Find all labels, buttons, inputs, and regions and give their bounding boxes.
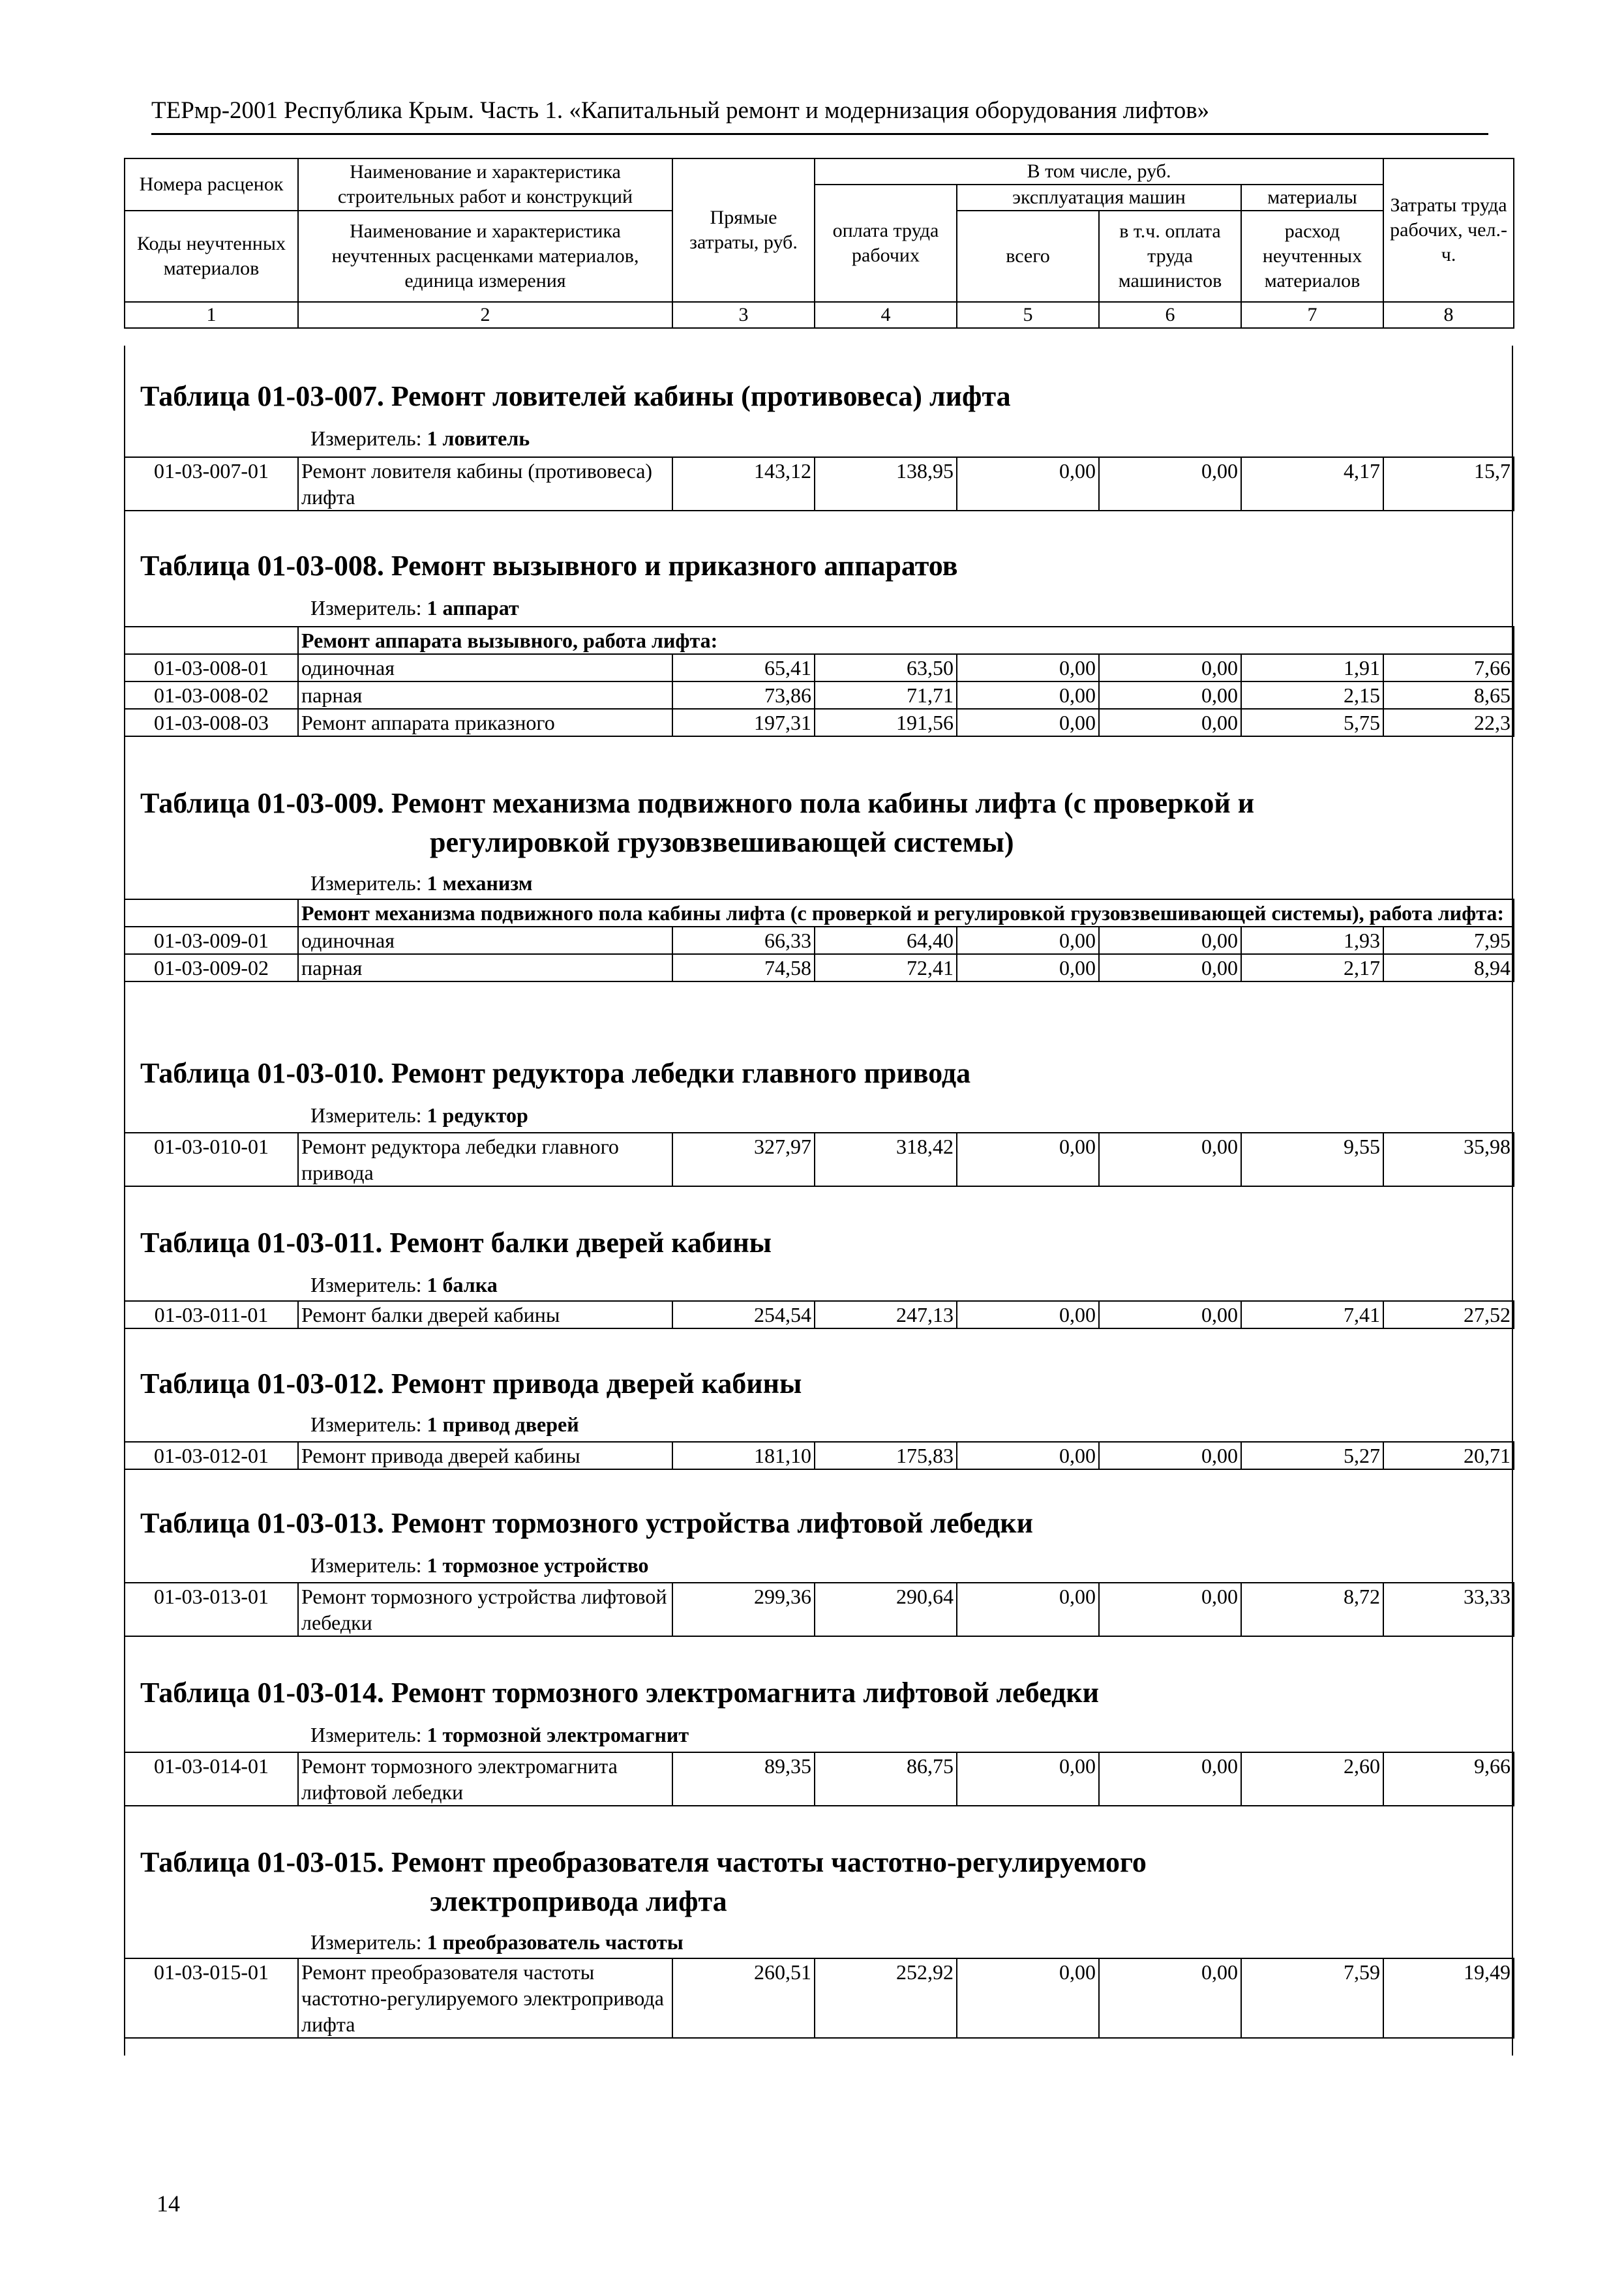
machines-total: 0,00 (957, 1583, 1099, 1636)
machinist-wages: 0,00 (1099, 1133, 1241, 1186)
machines-total: 0,00 (957, 954, 1099, 981)
rate-name: парная (298, 681, 672, 709)
labor-hours: 19,49 (1383, 1958, 1514, 2038)
machinist-wages: 0,00 (1099, 954, 1241, 981)
rate-code: 01-03-009-02 (125, 954, 298, 981)
measure-label: Измеритель: (310, 1413, 422, 1436)
rate-code: 01-03-013-01 (125, 1583, 298, 1636)
machinist-wages: 0,00 (1099, 681, 1241, 709)
rate-code: 01-03-015-01 (125, 1958, 298, 2038)
machinist-wages: 0,00 (1099, 1958, 1241, 2038)
rates-table (124, 456, 1514, 511)
table-title (140, 784, 1497, 862)
worker-wages: 252,92 (815, 1958, 957, 2038)
labor-hours: 33,33 (1383, 1583, 1514, 1636)
measure-unit: 1 тормозное устройство (427, 1553, 649, 1577)
rate-code: 01-03-009-01 (125, 927, 298, 954)
machinist-wages: 0,00 (1099, 1583, 1241, 1636)
worker-wages: 138,95 (815, 457, 957, 511)
labor-hours: 8,94 (1383, 954, 1514, 981)
machinist-wages: 0,00 (1099, 709, 1241, 736)
header-col1-top: Номера расценок (125, 158, 298, 211)
header-number-8: 8 (1383, 302, 1514, 328)
labor-hours: 7,66 (1383, 654, 1514, 681)
rate-code: 01-03-008-01 (125, 654, 298, 681)
measure-unit: 1 аппарат (427, 596, 519, 620)
machines-total: 0,00 (957, 1133, 1099, 1186)
direct-costs: 74,58 (672, 954, 815, 981)
table-title: Таблица 01-03-011. Ремонт балки дверей кабины (140, 1227, 772, 1259)
labor-hours: 7,95 (1383, 927, 1514, 954)
table-row (125, 1583, 1514, 1636)
header-number-2: 2 (298, 302, 672, 328)
worker-wages: 175,83 (815, 1442, 957, 1469)
machinist-wages: 0,00 (1099, 1442, 1241, 1469)
page-number: 14 (157, 2191, 180, 2217)
table-title: Таблица 01-03-008. Ремонт вызывного и приказного аппаратов (140, 550, 958, 582)
table-row (125, 954, 1514, 981)
materials-cost: 1,93 (1241, 927, 1383, 954)
rate-name: Ремонт ловителя кабины (противовеса) лифта (298, 457, 672, 511)
machinist-wages: 0,00 (1099, 927, 1241, 954)
header-number-1: 1 (125, 302, 298, 328)
header-number-4: 4 (815, 302, 957, 328)
machinist-wages: 0,00 (1099, 457, 1241, 511)
worker-wages: 191,56 (815, 709, 957, 736)
materials-cost: 8,72 (1241, 1583, 1383, 1636)
direct-costs: 89,35 (672, 1752, 815, 1806)
running-header: ТЕРмр-2001 Республика Крым. Часть 1. «Капитальный ремонт и модернизация оборудования лифтов» (151, 97, 1210, 124)
measure-label: Измеритель: (310, 596, 422, 620)
measure-line (310, 1272, 498, 1298)
header-col2-bottom: Наименование и характеристика неучтенных расценками материалов, единица измерения (298, 211, 672, 302)
direct-costs: 327,97 (672, 1133, 815, 1186)
measure-label: Измеритель: (310, 1273, 422, 1296)
direct-costs: 66,33 (672, 927, 815, 954)
machines-total: 0,00 (957, 457, 1099, 511)
measure-label: Измеритель: (310, 1103, 422, 1127)
measure-line (310, 425, 530, 451)
rate-code: 01-03-014-01 (125, 1752, 298, 1806)
rate-name: одиночная (298, 927, 672, 954)
table-row (125, 1752, 1514, 1806)
header-col8: Затраты труда рабочих, чел.-ч. (1383, 158, 1514, 302)
worker-wages: 72,41 (815, 954, 957, 981)
measure-unit: 1 балка (427, 1273, 498, 1296)
table-row (125, 1958, 1514, 2038)
direct-costs: 299,36 (672, 1583, 815, 1636)
rate-code: 01-03-012-01 (125, 1442, 298, 1469)
rate-code: 01-03-011-01 (125, 1301, 298, 1328)
measure-unit: 1 редуктор (427, 1103, 528, 1127)
labor-hours: 27,52 (1383, 1301, 1514, 1328)
machines-total: 0,00 (957, 1442, 1099, 1469)
worker-wages: 71,71 (815, 681, 957, 709)
header-col4: оплата труда рабочих (815, 185, 957, 302)
header-number-7: 7 (1241, 302, 1383, 328)
rate-name: парная (298, 954, 672, 981)
table-title-line-1: Таблица 01-03-009. Ремонт механизма подвижного пола кабины лифта (с проверкой и (140, 787, 1255, 819)
machines-total: 0,00 (957, 709, 1099, 736)
machinist-wages: 0,00 (1099, 1301, 1241, 1328)
header-col6: в т.ч. оплата труда машинистов (1099, 211, 1241, 302)
rates-table (124, 1958, 1514, 2039)
table-row (125, 1301, 1514, 1328)
header-number-5: 5 (957, 302, 1099, 328)
rate-name: одиночная (298, 654, 672, 681)
rate-name: Ремонт преобразователя частоты частотно-регулируемого электропривода лифта (298, 1958, 672, 2038)
rate-name: Ремонт привода дверей кабины (298, 1442, 672, 1469)
machinist-wages: 0,00 (1099, 1752, 1241, 1806)
header-number-3: 3 (672, 302, 815, 328)
measure-unit: 1 преобразователь частоты (427, 1930, 684, 1954)
table-row (125, 927, 1514, 954)
direct-costs: 254,54 (672, 1301, 815, 1328)
direct-costs: 73,86 (672, 681, 815, 709)
measure-label: Измеритель: (310, 1930, 422, 1954)
direct-costs: 65,41 (672, 654, 815, 681)
direct-costs: 197,31 (672, 709, 815, 736)
measure-unit: 1 тормозной электромагнит (427, 1723, 689, 1746)
machinist-wages: 0,00 (1099, 654, 1241, 681)
header-number-6: 6 (1099, 302, 1241, 328)
header-including: В том числе, руб. (815, 158, 1383, 185)
rate-code: 01-03-008-02 (125, 681, 298, 709)
rates-table (124, 1132, 1514, 1187)
labor-hours: 22,3 (1383, 709, 1514, 736)
rate-name: Ремонт тормозного электромагнита лифтовой лебедки (298, 1752, 672, 1806)
materials-cost: 7,41 (1241, 1301, 1383, 1328)
rate-name: Ремонт аппарата приказного (298, 709, 672, 736)
materials-cost: 4,17 (1241, 457, 1383, 511)
machines-total: 0,00 (957, 654, 1099, 681)
table-title-line-2: регулировкой грузовзвешивающей системы) (430, 826, 1014, 858)
machines-total: 0,00 (957, 681, 1099, 709)
measure-unit: 1 ловитель (427, 426, 530, 450)
rate-code: 01-03-008-03 (125, 709, 298, 736)
labor-hours: 35,98 (1383, 1133, 1514, 1186)
rates-table (124, 1300, 1514, 1329)
measure-unit: 1 механизм (427, 871, 533, 895)
rate-code: 01-03-010-01 (125, 1133, 298, 1186)
measure-line (310, 1411, 579, 1437)
table-row (125, 457, 1514, 511)
header-col3: Прямые затраты, руб. (672, 158, 815, 302)
direct-costs: 260,51 (672, 1958, 815, 2038)
rates-table (124, 1752, 1514, 1806)
labor-hours: 8,65 (1383, 681, 1514, 709)
materials-cost: 9,55 (1241, 1133, 1383, 1186)
machines-total: 0,00 (957, 1301, 1099, 1328)
table-row (125, 654, 1514, 681)
measure-unit: 1 привод дверей (427, 1413, 579, 1436)
header-col1-bottom: Коды неучтенных материалов (125, 211, 298, 302)
labor-hours: 20,71 (1383, 1442, 1514, 1469)
table-title-line-2: электропривода лифта (430, 1885, 727, 1917)
materials-cost: 7,59 (1241, 1958, 1383, 2038)
table-title: Таблица 01-03-007. Ремонт ловителей кабины (противовеса) лифта (140, 380, 1011, 412)
rates-table (124, 626, 1514, 737)
measure-line (310, 1722, 689, 1748)
group-heading: Ремонт механизма подвижного пола кабины лифта (с проверкой и регулировкой грузовзвешивающей системы), работа лифта: (298, 899, 1514, 927)
materials-cost: 2,15 (1241, 681, 1383, 709)
measure-label: Измеритель: (310, 871, 422, 895)
measure-line (310, 595, 519, 621)
header-col7: расход неучтенных материалов (1241, 211, 1383, 302)
rates-table (124, 1441, 1514, 1470)
measure-line (310, 1929, 684, 1955)
measure-line (310, 1102, 528, 1128)
rate-name: Ремонт тормозного устройства лифтовой лебедки (298, 1583, 672, 1636)
rates-table (124, 899, 1514, 982)
table-row (125, 1442, 1514, 1469)
table-row (125, 681, 1514, 709)
worker-wages: 247,13 (815, 1301, 957, 1328)
measure-label: Измеритель: (310, 1723, 422, 1746)
materials-cost: 5,27 (1241, 1442, 1383, 1469)
table-row (125, 709, 1514, 736)
header-col2-top: Наименование и характеристика строительных работ и конструкций (298, 158, 672, 211)
rate-code: 01-03-007-01 (125, 457, 298, 511)
measure-label: Измеритель: (310, 1553, 422, 1577)
rate-name: Ремонт балки дверей кабины (298, 1301, 672, 1328)
header-rule (151, 133, 1488, 135)
table-title: Таблица 01-03-013. Ремонт тормозного устройства лифтовой лебедки (140, 1507, 1034, 1539)
rates-table (124, 1582, 1514, 1637)
materials-cost: 2,17 (1241, 954, 1383, 981)
worker-wages: 290,64 (815, 1583, 957, 1636)
worker-wages: 86,75 (815, 1752, 957, 1806)
table-title: Таблица 01-03-014. Ремонт тормозного электромагнита лифтовой лебедки (140, 1677, 1100, 1709)
group-row (125, 627, 1514, 654)
column-header-table (124, 158, 1514, 329)
header-col5: всего (957, 211, 1099, 302)
materials-cost: 2,60 (1241, 1752, 1383, 1806)
measure-label: Измеритель: (310, 426, 422, 450)
table-title: Таблица 01-03-010. Ремонт редуктора лебедки главного привода (140, 1057, 971, 1089)
machines-total: 0,00 (957, 927, 1099, 954)
direct-costs: 143,12 (672, 457, 815, 511)
worker-wages: 64,40 (815, 927, 957, 954)
rate-name: Ремонт редуктора лебедки главного привода (298, 1133, 672, 1186)
group-heading: Ремонт аппарата вызывного, работа лифта: (298, 627, 1514, 654)
table-title: Таблица 01-03-012. Ремонт привода дверей кабины (140, 1368, 802, 1399)
measure-line (310, 1552, 649, 1578)
machines-total: 0,00 (957, 1752, 1099, 1806)
measure-line (310, 870, 533, 896)
group-row (125, 899, 1514, 927)
header-machines: эксплуатация машин (957, 185, 1241, 211)
materials-cost: 5,75 (1241, 709, 1383, 736)
machines-total: 0,00 (957, 1958, 1099, 2038)
table-title (140, 1843, 1497, 1921)
worker-wages: 63,50 (815, 654, 957, 681)
direct-costs: 181,10 (672, 1442, 815, 1469)
labor-hours: 15,7 (1383, 457, 1514, 511)
materials-cost: 1,91 (1241, 654, 1383, 681)
header-materials: материалы (1241, 185, 1383, 211)
worker-wages: 318,42 (815, 1133, 957, 1186)
table-row (125, 1133, 1514, 1186)
labor-hours: 9,66 (1383, 1752, 1514, 1806)
table-title-line-1: Таблица 01-03-015. Ремонт преобразователя частоты частотно-регулируемого (140, 1846, 1147, 1878)
